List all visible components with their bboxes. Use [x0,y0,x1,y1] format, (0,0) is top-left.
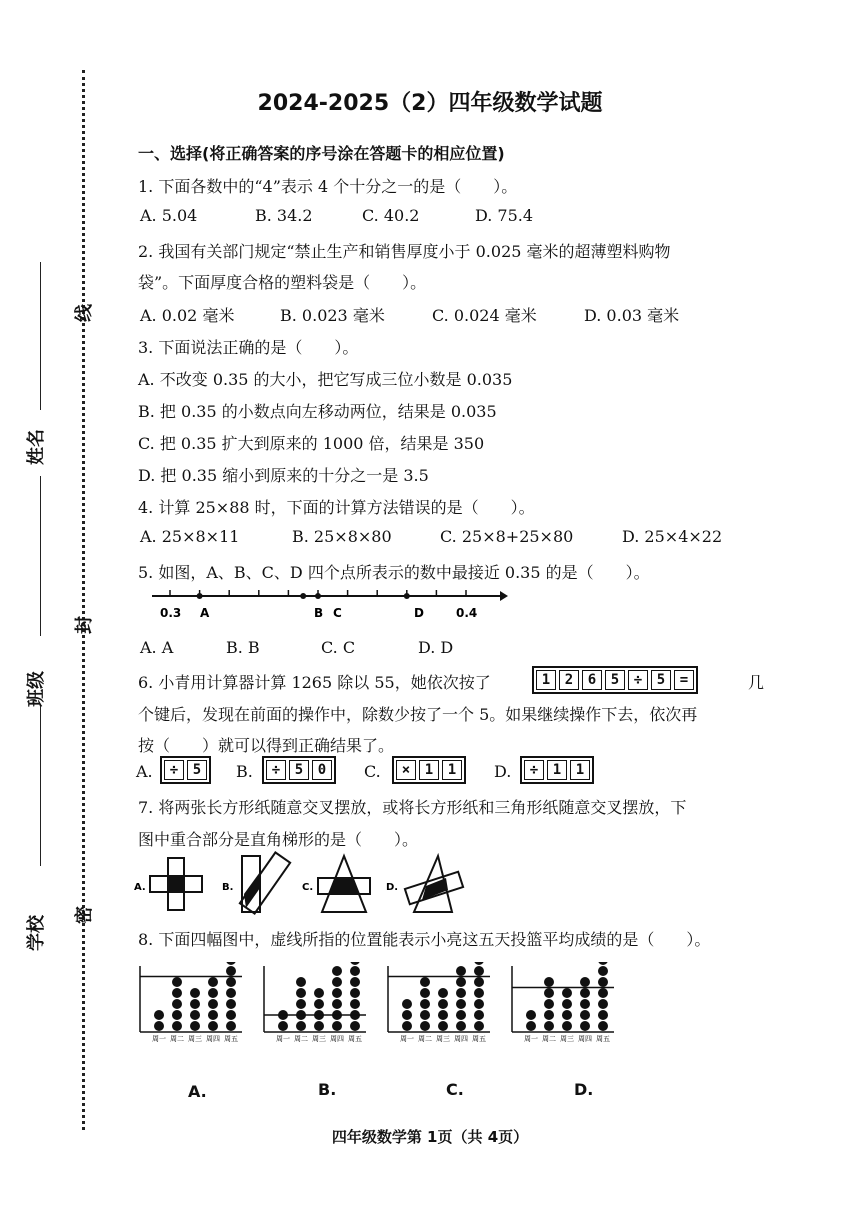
chart-dot [278,1021,288,1031]
q7-figures [130,850,510,916]
chart-dot [544,988,554,998]
q8-charts [134,962,654,1052]
chart-dot [456,977,466,987]
q6-option-a-keys [160,756,211,784]
q5-option-b: B. B [226,638,260,657]
chart-day-label: 周一 [400,1035,414,1043]
calc-key: ÷ [628,670,648,690]
chart-dot [332,1021,342,1031]
q6-line1: 6. 小青用计算器计算 1265 除以 55，她依次按了 [138,673,491,692]
q5-text: 5. 如图，A、B、C、D 四个点所表示的数中最接近 0.35 的是（ ）。 [138,563,650,582]
chart-dot [526,1021,536,1031]
calc-key: 1 [419,760,439,780]
chart-dot [598,966,608,976]
chart-dot [154,1021,164,1031]
chart-dot [332,988,342,998]
q1-text: 1. 下面各数中的“4”表示 4 个十分之一的是（ ）。 [138,177,518,196]
q1-option-a: A. 5.04 [140,206,198,225]
calc-key: 1 [547,760,567,780]
q8-chart-b [264,962,366,1043]
q6-option-c-letter: C. [364,762,381,781]
chart-day-label: 周一 [524,1035,538,1043]
section-heading: 一、选择(将正确答案的序号涂在答题卡的相应位置) [138,144,505,163]
q5-number-line [150,586,510,622]
chart-dot [402,1021,412,1031]
binding-mark-feng: 封 [74,616,95,634]
chart-dot [598,1021,608,1031]
chart-dot [526,1010,536,1020]
chart-dot [226,1021,236,1031]
chart-dot [438,988,448,998]
chart-dot [314,999,324,1009]
chart-dot [438,999,448,1009]
chart-dot [172,988,182,998]
q6-option-d-keys [520,756,594,784]
q3-option-c: C. 把 0.35 扩大到原来的 1000 倍，结果是 350 [138,434,485,453]
q8-chart-a [140,962,242,1043]
calc-key: 5 [289,760,309,780]
chart-dot [350,977,360,987]
chart-dot [456,966,466,976]
calc-key: ÷ [164,760,184,780]
number-line-label-start: 0.3 [160,606,182,620]
chart-dot [544,977,554,987]
number-line-point-a [197,593,203,599]
number-line-point-c [315,593,321,599]
calc-key: 1 [536,670,556,690]
name-field-label: 姓名 [26,429,47,465]
q8-text: 8. 下面四幅图中，虚线所指的位置能表示小亮这五天投篮平均成绩的是（ ）。 [138,930,711,949]
name-field-line-lower [40,476,41,636]
chart-dot [314,1021,324,1031]
q6-option-b-letter: B. [236,762,253,781]
chart-dot [580,977,590,987]
chart-dot [190,1021,200,1031]
chart-day-label: 周四 [578,1035,592,1043]
chart-dot [474,1021,484,1031]
calc-key: 0 [312,760,332,780]
q6-option-a-letter: A. [136,762,153,781]
q1-option-d: D. 75.4 [475,206,534,225]
chart-dot [332,999,342,1009]
chart-dot [580,1021,590,1031]
chart-dot [544,1010,554,1020]
q7-figure-b [240,852,290,913]
q7-letter-b: B. [222,882,234,893]
number-line-arrow [500,591,508,601]
q3-option-b: B. 把 0.35 的小数点向左移动两位，结果是 0.035 [138,402,497,421]
page-footer: 四年级数学第 1页（共 4页） [331,1128,529,1146]
number-line-point-b [300,593,306,599]
q8-letter-a: A. [188,1082,207,1101]
q2-option-b: B. 0.023 毫米 [280,306,385,325]
chart-dot [474,988,484,998]
number-line-point-d [404,593,410,599]
q6-line2: 个键后，发现在前面的操作中，除数少按了一个 5。如果继续操作下去，依次再 [138,705,698,724]
chart-dot [226,977,236,987]
number-line-label-b: B [314,606,324,620]
q5-option-c: C. C [321,638,356,657]
q4-option-a: A. 25×8×11 [140,527,240,546]
chart-dot [562,988,572,998]
q3-option-a: A. 不改变 0.35 的大小，把它写成三位小数是 0.035 [138,370,513,389]
chart-dot [420,977,430,987]
number-line-label-d: D [414,606,424,620]
chart-dot [474,1010,484,1020]
chart-dot [456,999,466,1009]
page-title: 2024-2025（2）四年级数学试题 [257,91,603,116]
q6-option-c-keys [392,756,466,784]
chart-dot [314,988,324,998]
chart-dot [562,999,572,1009]
chart-dot [580,999,590,1009]
class-field-line [40,706,41,866]
q7-line2: 图中重合部分是直角梯形的是（ ）。 [138,830,419,849]
q2-line1: 2. 我国有关部门规定“禁止生产和销售厚度小于 0.025 毫米的超薄塑料购物 [138,242,671,261]
q2-line2: 袋”。下面厚度合格的塑料袋是（ ）。 [138,273,427,292]
chart-day-label: 周五 [348,1035,362,1043]
q2-option-c: C. 0.024 毫米 [432,306,537,325]
chart-dot [438,1021,448,1031]
calc-key: 5 [187,760,207,780]
q2-option-d: D. 0.03 毫米 [584,306,680,325]
chart-dot [420,1021,430,1031]
q1-option-b: B. 34.2 [255,206,313,225]
chart-day-label: 周二 [542,1035,556,1043]
chart-dot [226,962,236,965]
binding-mark-mi: 密 [74,906,95,924]
chart-dot [598,1010,608,1020]
q2-option-a: A. 0.02 毫米 [140,306,235,325]
chart-dot [598,977,608,987]
chart-dot [172,999,182,1009]
chart-dot [296,1021,306,1031]
chart-dot [208,977,218,987]
chart-dot [154,1010,164,1020]
chart-day-label: 周五 [224,1035,238,1043]
q1-option-c: C. 40.2 [362,206,420,225]
chart-day-label: 周三 [560,1035,574,1043]
q6-option-b-keys [262,756,336,784]
chart-dot [598,999,608,1009]
chart-dot [474,977,484,987]
q3-text: 3. 下面说法正确的是（ ）。 [138,338,359,357]
chart-dot [456,988,466,998]
chart-dot [226,999,236,1009]
q8-letter-b: B. [318,1080,337,1099]
chart-dot [208,1010,218,1020]
name-field-line [40,262,41,410]
q4-option-d: D. 25×4×22 [622,527,723,546]
chart-dot [296,988,306,998]
q6-key-sequence [532,666,698,694]
q8-chart-c [388,962,490,1043]
q8-chart-d [512,962,614,1043]
chart-dot [172,977,182,987]
calc-key: 1 [442,760,462,780]
chart-day-label: 周四 [206,1035,220,1043]
chart-dot [190,999,200,1009]
q7-figure-d [405,856,463,912]
q6-line3: 按（ ）就可以得到正确结果了。 [138,736,395,755]
calc-key: ÷ [266,760,286,780]
q7-figure-a [150,858,202,910]
chart-dot [562,1021,572,1031]
calc-key: × [396,760,416,780]
q7-letter-a: A. [134,882,146,893]
chart-dot [350,988,360,998]
chart-dot [420,1010,430,1020]
chart-day-label: 周二 [294,1035,308,1043]
chart-day-label: 周一 [152,1035,166,1043]
chart-dot [580,988,590,998]
q6-line1-end: 几 [748,673,765,692]
number-line-label-end: 0.4 [456,606,478,620]
binding-mark-xian: 线 [74,304,95,322]
q7-letter-c: C. [302,882,314,893]
chart-day-label: 周三 [436,1035,450,1043]
calc-key: 2 [559,670,579,690]
chart-dot [296,977,306,987]
q8-letter-d: D. [574,1080,594,1099]
chart-dot [474,962,484,965]
chart-day-label: 周一 [276,1035,290,1043]
chart-dot [208,1021,218,1031]
chart-dot [402,999,412,1009]
calc-key: ÷ [524,760,544,780]
calc-key: 1 [570,760,590,780]
q5-option-d: D. D [418,638,454,657]
chart-dot [296,999,306,1009]
chart-dot [402,1010,412,1020]
chart-dot [562,1010,572,1020]
q5-option-a: A. A [140,638,174,657]
number-line-label-a: A [200,606,210,620]
calc-key: 5 [651,670,671,690]
chart-day-label: 周二 [418,1035,432,1043]
chart-dot [350,966,360,976]
chart-dot [474,999,484,1009]
chart-dot [420,999,430,1009]
q7-letter-d: D. [386,882,399,893]
chart-day-label: 周五 [472,1035,486,1043]
q3-option-d: D. 把 0.35 缩小到原来的十分之一是 3.5 [138,466,429,485]
chart-dot [332,966,342,976]
chart-dot [544,1021,554,1031]
chart-dot [208,988,218,998]
school-field-label: 学校 [26,915,47,951]
chart-dot [420,988,430,998]
chart-day-label: 周三 [312,1035,326,1043]
chart-dot [438,1010,448,1020]
q8-letter-c: C. [446,1080,464,1099]
q7-line1: 7. 将两张长方形纸随意交叉摆放，或将长方形纸和三角形纸随意交叉摆放，下 [138,798,687,817]
chart-dot [226,988,236,998]
q4-text: 4. 计算 25×88 时，下面的计算方法错误的是（ ）。 [138,498,535,517]
binding-dotted-line [82,70,85,1130]
q6-option-d-letter: D. [494,762,512,781]
chart-dot [190,1010,200,1020]
chart-dot [598,988,608,998]
chart-day-label: 周四 [330,1035,344,1043]
chart-dot [226,966,236,976]
q7-figure-c [318,856,370,912]
chart-dot [226,1010,236,1020]
chart-dot [544,999,554,1009]
class-field-label: 班级 [26,671,47,707]
calc-key: 5 [605,670,625,690]
q4-option-b: B. 25×8×80 [292,527,392,546]
chart-dot [456,1010,466,1020]
chart-dot [580,1010,590,1020]
chart-dot [332,977,342,987]
calc-key: = [674,670,694,690]
chart-day-label: 周二 [170,1035,184,1043]
chart-dot [456,1021,466,1031]
chart-dot [190,988,200,998]
chart-dot [474,966,484,976]
chart-dot [350,962,360,965]
chart-dot [350,1021,360,1031]
chart-day-label: 周四 [454,1035,468,1043]
chart-dot [350,999,360,1009]
calc-key: 6 [582,670,602,690]
chart-day-label: 周三 [188,1035,202,1043]
q4-option-c: C. 25×8+25×80 [440,527,574,546]
chart-dot [208,999,218,1009]
chart-dot [598,962,608,965]
chart-dot [172,1021,182,1031]
number-line-label-c: C [333,606,342,620]
chart-dot [172,1010,182,1020]
chart-day-label: 周五 [596,1035,610,1043]
